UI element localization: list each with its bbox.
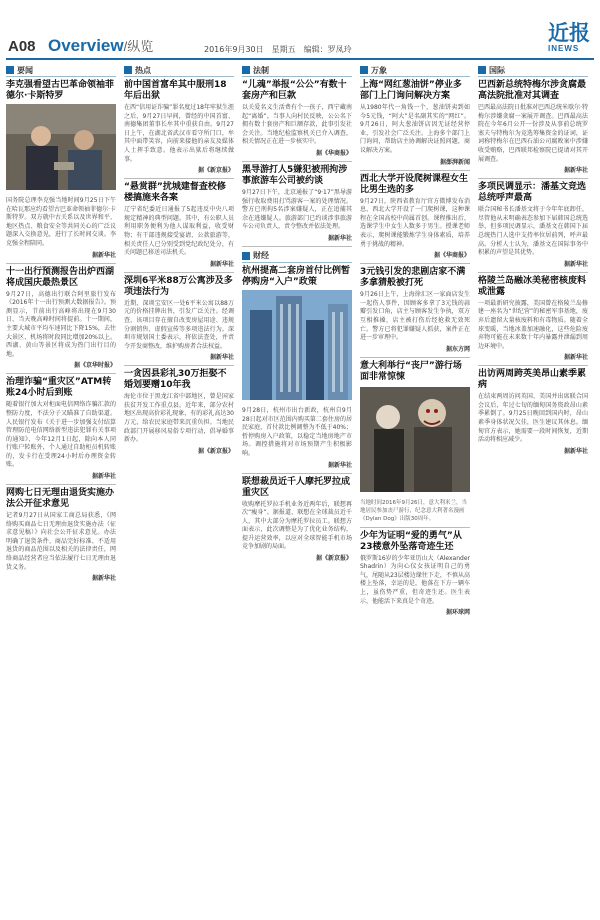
- article-source: 据新华社: [91, 251, 116, 259]
- article-body: 记者9月27日从国家工商总局获悉，《网络购买商品七日无理由退货实施办法（征求意见稿）》向社会公开征求意见。办法明确了退货条件、商品完好标准、不适用退货的商品范围以及相关的法律责任，网络商品经营者应当依法履行七日无理由退货义务。: [6, 512, 116, 571]
- article-title[interactable]: 出访两周跨英美昂山素季累病: [478, 369, 587, 391]
- article-body: 海伦市位于黑龙江省中部地区，曾是国家扶贫开发工作重点县。近年来，部分农村地区出现高价彩礼现象，有的彩礼高达30万元，给农民家庭带来沉重负担。当地民政部门开展移风易俗专项行动，倡导婚事新办。: [124, 393, 234, 444]
- article-body: 9月26日上午，上海徐汇区一家面店发生一起伤人事件，因顾客多拿了3元钱的蒜瓣引发口角，店主与顾客发生争执，双方互相推搡，店主被打伤后经抢救无效死亡。警方已将犯罪嫌疑人抓获，案件正在进一步审理中。: [360, 291, 470, 342]
- article: [242, 80, 352, 157]
- article-body: 国务院总理李克强当地时间9月25日下午在哈瓦那应约看望古巴革命领袖菲德尔·卡斯特罗。双方就中古关系以及世界和平、地区热点、粮食安全等共同关心的广泛议题深入交换意见，进行了长时间交谈。李克强全程陪同。: [6, 197, 116, 247]
- section-title: Overview/纵览: [48, 36, 154, 55]
- article-title[interactable]: 治理诈骗“重灾区”ATM转账24小时后到账: [6, 377, 112, 399]
- issue-meta: 2016年9月30日 星期五 编辑：罗凤玲: [204, 45, 352, 54]
- article: [124, 80, 234, 174]
- article-source: 据环球网: [445, 609, 470, 617]
- article: [6, 488, 116, 582]
- article-source: 据澎湃新闻: [439, 158, 470, 166]
- article: [478, 369, 588, 455]
- article-body: 收购摩托罗拉手机业务近两年后，联想再次“瘦身”。据报道，联想在全球裁员近千人，其中大部分为摩托罗拉员工。联想方面表示，此次调整是为了优化业务结构，提升运营效率，以应对全球智能手机市场竞争加剧的局面。: [242, 500, 352, 551]
- article-source: 据新华社: [209, 260, 234, 268]
- article-title[interactable]: 联想裁员近千人摩托罗拉成重灾区: [242, 476, 351, 498]
- article-body: 俄罗斯16岁的少年亚历山大（Alexander Shadrin）为向心仪女孩证明自己的勇气，尾随从23层楼边缘往下走，不慎从高楼上坠落，幸运的是，他落在下方一辆车上，虽伤势严重，但奇迹生还。医生表示，他能活下来真是个奇迹。: [360, 554, 470, 605]
- article: [360, 531, 470, 617]
- article-title[interactable]: 一贪因县彩礼30万拒娶不婚划要赠10年我: [124, 369, 227, 391]
- article-body: 9月28日，杭州市出台新政，杭州自9月28日起对市区范围内购买第二套住房的居民家庭，首付款比例调整为不低于40%；暂停购房入户政策，以稳定当地房地产市场。调控措施将对市场预期产生积极影响。: [242, 406, 352, 457]
- article-body: 在结束两周访问英国、美国并出席联合国会议后，年过七旬的缅甸国务资政昂山素季累倒了。9月25日晚回到国内时，昂山素季身体状况欠佳，医生建议其休息。缅甸官方表示，她需要一段时间恢复，近期活动将相应减少。: [478, 393, 588, 444]
- article-title[interactable]: 前中国首富牟其中服刑18年后出狱: [124, 80, 227, 101]
- article-body: 以关爱名义生活费有个一孩子，西宁藏南起“离婚”。当事人向村民反映，公公名下拥有数十套房产和巨额存款，此事引发社会关注。当地纪检监察机关已介入调查，相关情况正在进一步核实中。: [242, 104, 352, 146]
- article-source: 据东方网: [445, 345, 470, 353]
- article-title[interactable]: 网购七日无理由退货实施办法公开征求意见: [6, 488, 115, 510]
- newspaper-logo: 近报 INEWS: [548, 21, 590, 53]
- column-header: 万象: [360, 64, 470, 77]
- photo-zombie-parade: [360, 387, 470, 492]
- page-number: A08: [8, 38, 36, 55]
- article-body: 在西“信用证诈骗”罪名度过18年牢狱生涯之后，9月27日早间，曾经的中国首富、南德集团董事长牟其中重获自由。9月27日上午，在湖北省武汉市看守所门口，牟其中面带笑容，向前来接他的亲友及媒体人士挥手致意。他表示出狱后将继续做事。: [124, 104, 234, 163]
- column-wanxiang: [360, 64, 470, 914]
- article-title[interactable]: 上海“网红葱油饼”停业多部门上门询问解决方案: [360, 80, 462, 101]
- divider: [242, 161, 352, 162]
- article-title[interactable]: 格陵兰岛融冰美秘密核废料或泄露: [478, 275, 587, 297]
- article-source: 据新华社: [209, 354, 234, 362]
- article: [124, 369, 234, 455]
- article: [478, 182, 588, 268]
- page-header: [0, 0, 600, 58]
- divider: [478, 272, 588, 273]
- divider: [124, 178, 234, 179]
- photo-buildings: [242, 290, 352, 400]
- column-guoji: [478, 64, 588, 914]
- article-title[interactable]: “儿魂”举报“公公”有数十套房产和巨款: [242, 80, 347, 101]
- article: [242, 250, 352, 469]
- photo-meeting: [6, 104, 116, 190]
- article-source: 据新华社: [563, 260, 588, 268]
- article-source: 据《华商报》: [315, 149, 352, 157]
- column-redian: [124, 64, 234, 914]
- article-body: 巴西最高法院日批准对巴西总统米歇尔·特梅尔涉嫌贪腐一案展开调查。巴西最高法院在今年6月公开一份涉及从事前总统罗塞夫与特梅尔为竞选筹集资金的证词，证词称特梅尔在巴西石油公司腐败案中涉嫌收受贿赂，巴西联邦检察院已提请对其开展调查。: [478, 104, 588, 163]
- article-source: 据《新京报》: [315, 555, 352, 563]
- article-source: 据新华社: [91, 575, 116, 583]
- divider: [478, 365, 588, 366]
- column-header: 国际: [478, 64, 588, 77]
- divider: [360, 527, 470, 528]
- divider: [6, 373, 116, 374]
- article-source: 据新华社: [563, 447, 588, 455]
- article-title[interactable]: 意大利举行“丧尸”游行场面非常惊悚: [360, 360, 462, 382]
- article-source: 据《新京报》: [197, 447, 234, 455]
- article-title[interactable]: 多项民调显示：潘基文竞选总统呼声最高: [478, 182, 587, 204]
- article: [242, 165, 352, 242]
- article-source: 据新华社: [563, 354, 588, 362]
- article-body: 随着银行加大对柜面电信网络诈骗汇款的整防力度，不法分子又瞄准了自助渠道。人民银行发布《关于进一步加强支付结算管理防范电信网络新型违法犯罪有关事项的通知》，今年12月1日起，除向本人同行账户转账外，个人通过自助柜员机转账的，发卡行在受理24小时后办理资金转账。: [6, 401, 116, 469]
- article: [124, 276, 234, 362]
- article-source: 据新华社: [563, 167, 588, 175]
- column-header: 热点: [124, 64, 234, 77]
- article: [360, 80, 470, 166]
- article-body: 近期，深圳宝安区一处6平米公寓以88万元的价格挂牌出售，引发广泛关注。经调查，该项目存在擅自改变房屋用途、违规分割销售、虚假宣传等多项违法行为。深圳市规划国土委表示，将依法查处，并责令开发商整改，维护购房者合法权益。: [124, 299, 234, 350]
- article-title[interactable]: “悬赏群”扰城建督查校修楼搞施来各案: [124, 182, 226, 204]
- column-header: 法制: [242, 64, 352, 77]
- article: [478, 276, 588, 362]
- article-body: 9月27日，陕西省教育厅官方微博发布消息，西北大学开设了一门爬树课，这种课程在全国高校中尚属首创。课程推出后，选课学生中女生人数多于男生。授课老师表示，爬树课能锻炼学生身体素质，培养勇于挑战的精神。: [360, 197, 470, 248]
- divider: [124, 272, 234, 273]
- photo-caption: 当地时间2016年9月26日，意大利米兰，当地居民参加丧尸游行，纪念意大利著名漫画《Dylan Dog》出版30周年。: [360, 499, 467, 522]
- divider: [360, 357, 470, 358]
- article: [6, 267, 116, 370]
- article: [478, 80, 588, 174]
- column-yaowen: [6, 64, 116, 914]
- article-title[interactable]: 深圳6平米88万公寓涉及多项违法行为: [124, 275, 233, 297]
- article-body: 9月27日下午，北京通报了“9·17”黑导游强行收取费用打骂游客一案的处理情况。警方已刑拘5名涉案嫌疑人，正在追捕其余在逃嫌疑人。旅游部门已约谈涉事旅游车公司负责人，责令整改并依法处理。: [242, 188, 352, 231]
- article-source: 据新华社: [327, 461, 352, 469]
- article-body: 一项最新研究披露，美国曾在格陵兰岛修建一座名为“世纪营”的秘密军事基地，废弃后遗留大量核废料和有毒物质。随着全球变暖，当地冰盖加速融化，这些危险废弃物可能在未来数十年内暴露并泄漏到周边环境中。: [478, 299, 588, 350]
- article-title[interactable]: 3元钱引发的悲剧店家不满多拿猜般被打死: [360, 267, 466, 289]
- article-body: 联合国秘书长潘基文将于今年年底卸任，尽管他从未明确表态参加下届韩国总统选举，但多项民调显示，潘基文在韩国下届总统热门人选中支持率位居前列，呼声最高。分析人士认为，潘基文在国际事务中积累的声望是其优势。: [478, 206, 588, 257]
- article-source: 据《京华时报》: [73, 362, 116, 370]
- article-title[interactable]: 黑导游打人5嫌犯被刑拘涉事旅游车公司被约谈: [242, 164, 348, 186]
- divider: [478, 178, 588, 179]
- column-header: 财经: [242, 250, 352, 263]
- article-body: 9月27日，高德出行联合阿里旅行发布《2016年十一出行预测大数据报告》。预测显示，节前出行高峰将出现在9月30日，当天晚高峰时间将提前。十一期间，主要大城市平均车速同比下降15%，去往大景区、机场将时段同比增加20%以上。西湖、黄山等景区将成为热门出行目的地。: [6, 290, 116, 358]
- article: [360, 267, 470, 353]
- divider: [124, 365, 234, 366]
- article: [6, 80, 116, 259]
- divider: [360, 263, 470, 264]
- article-source: 据新华社: [327, 234, 352, 242]
- article-title[interactable]: 十一出行预测报告出炉西湖将成国庆最热景区: [6, 266, 115, 288]
- article-title[interactable]: 西北大学开设爬树课程女生比男生选的多: [360, 173, 469, 195]
- divider: [242, 246, 352, 247]
- column-header: 要闻: [6, 64, 116, 77]
- article: [242, 477, 352, 563]
- column-fazhi: [242, 64, 352, 914]
- article-title[interactable]: 李克强看望古巴革命领袖菲德尔·卡斯特罗: [6, 80, 115, 101]
- article: [360, 174, 470, 260]
- divider: [6, 263, 116, 264]
- divider: [360, 170, 470, 171]
- article: [360, 361, 470, 523]
- article-body: 从1980年代一角钱一个，葱油饼卖到如今5元钱，“阿大”是名副其实的“网红”。9月26日，阿大葱油饼店因无证经营停业，引发社会广泛关注。上海多个部门上门询问，帮助店主协调解决证照问题，商议解决方案。: [360, 104, 470, 154]
- article-title[interactable]: 少年为证明“爱的勇气”从23楼意外坠落奇迹生还: [360, 530, 462, 552]
- divider: [242, 473, 352, 474]
- article-title[interactable]: 巴西新总统特梅尔涉贪腐最高法院批准对其调查: [478, 80, 587, 101]
- article-source: 据新华社: [91, 473, 116, 481]
- article-source: 据《华商报》: [433, 252, 470, 260]
- article: [6, 377, 116, 480]
- article: [124, 182, 234, 268]
- article-title[interactable]: 杭州提高二套房首付比例暂停购房“入户”政策: [242, 265, 351, 287]
- divider: [6, 484, 116, 485]
- article-source: 据《新京报》: [197, 167, 234, 175]
- article-body: 辽宁省纪委近日通报了5起违反中央八项规定精神的典型问题。其中，有公职人员利用职务便利为他人谋取利益，收受财物；有干部违规接受宴请、公款旅游等，相关责任人已分别受到党纪政纪处分，有关问题已移送司法机关。: [124, 206, 234, 257]
- header-rule: [6, 58, 594, 60]
